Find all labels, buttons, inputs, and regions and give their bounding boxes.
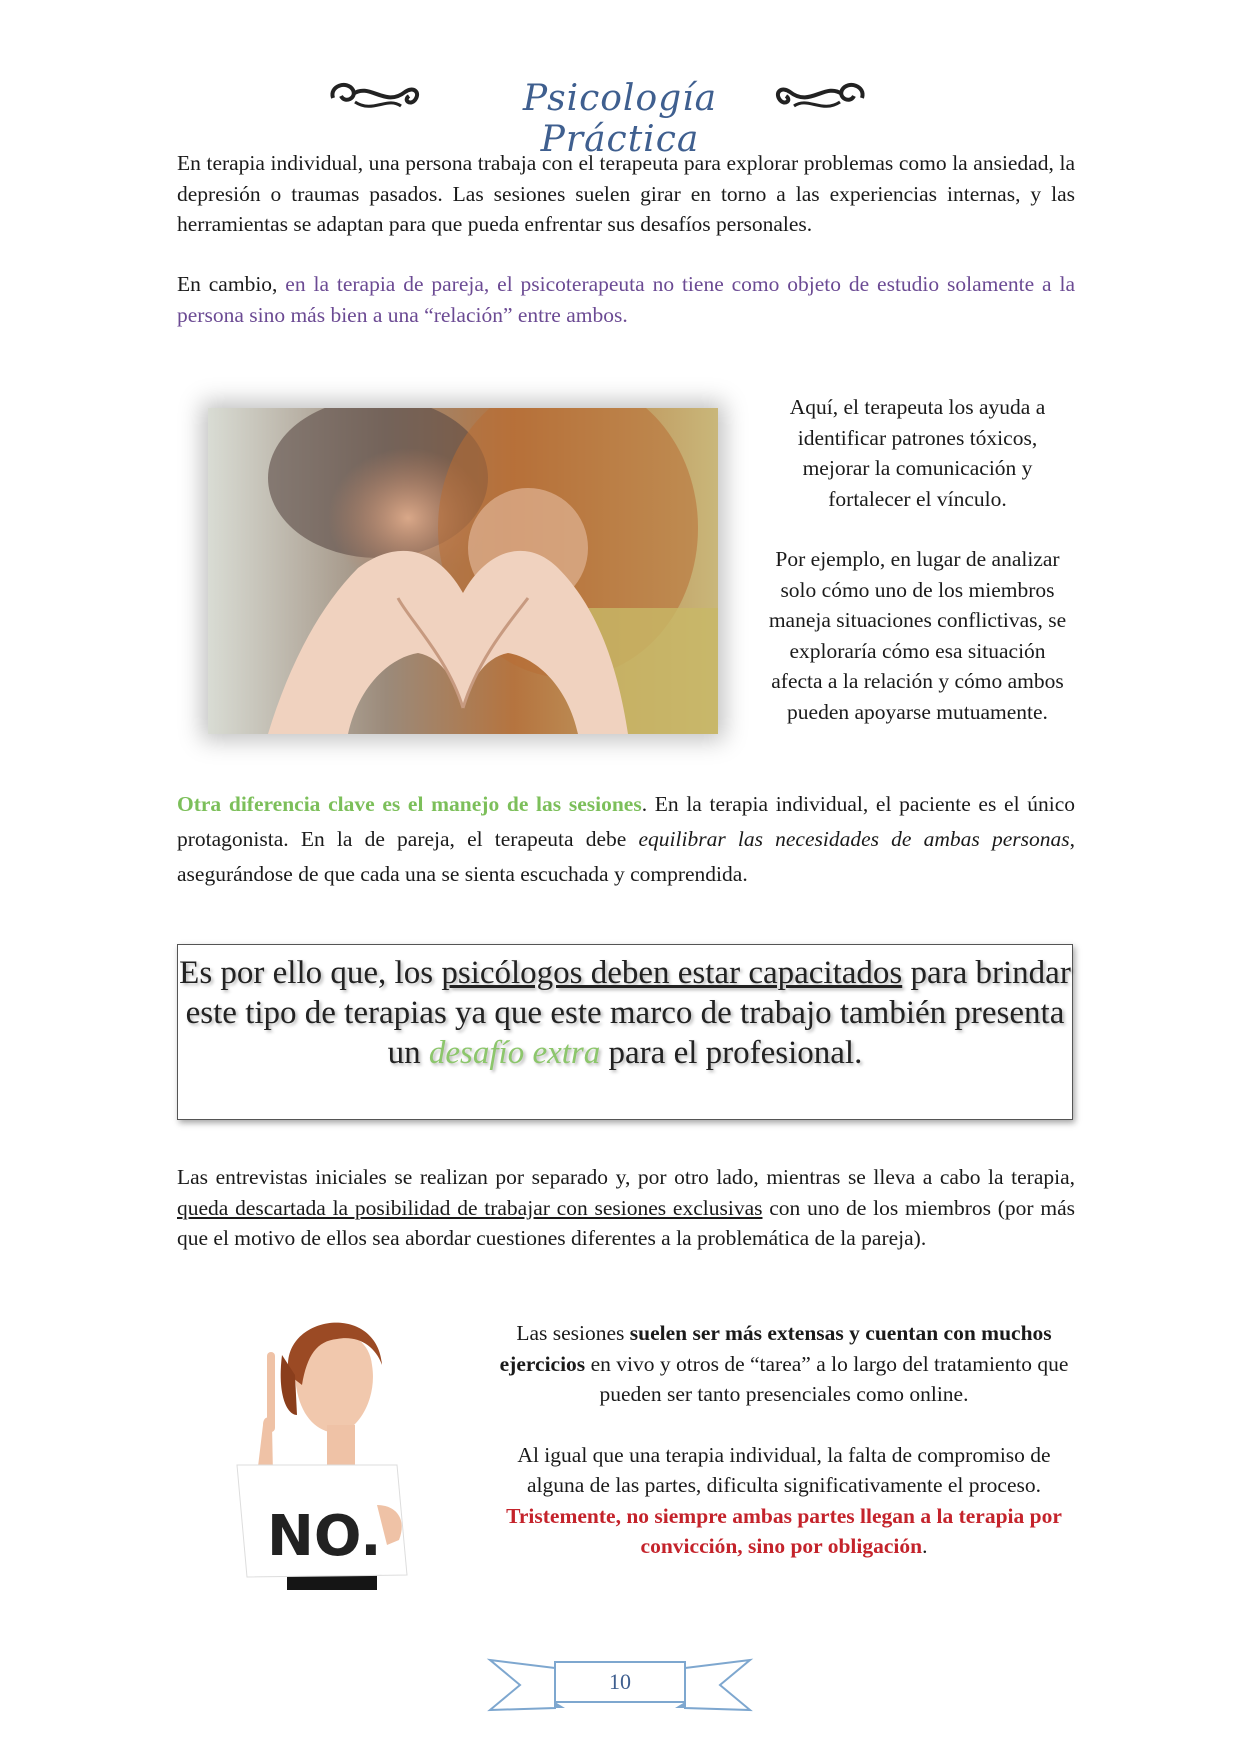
side-text-1a: Aquí, el terapeuta los ayuda a identificar patrones tóxicos, mejorar la comunicación y fortalecer el vínculo. (789, 395, 1046, 511)
side2a-end: en vivo y otros de “tarea” a lo largo del tratamiento que pueden ser tanto presenciales como online. (585, 1351, 1069, 1406)
page-number: 10 (609, 1669, 631, 1694)
side-text-2b (493, 1440, 1075, 1562)
p4-underline: queda descartada la posibilidad de trabajar con sesiones exclusivas (177, 1195, 763, 1220)
side2a-lead: Las sesiones (516, 1321, 630, 1345)
interviews-paragraph (177, 1162, 1075, 1254)
side2b-red: Tristemente, no siempre ambas partes llegan a la terapia por convicción, sino por obligación (506, 1503, 1062, 1558)
p2-highlight: en la terapia de pareja, el psicoterapeuta no tiene como objeto de estudio solamente a la persona sino más bien a una “relación” entre ambos. (177, 272, 1075, 327)
couple-therapy-paragraph (177, 269, 1075, 330)
p2-lead: En cambio, (177, 272, 286, 296)
no-sign-text: NO. (267, 1504, 382, 1569)
header-title: Psicología Práctica (522, 78, 718, 160)
p4-lead: Las entrevistas iniciales se realizan por separado y, por otro lado, mientras se lleva a cabo la terapia, (177, 1165, 1075, 1189)
intro-paragraph: En terapia individual, una persona trabaja con el terapeuta para explorar problemas como la ansiedad, la depresión o traumas pasados. Las sesiones suelen girar en torno a las experiencias internas, y las herramientas se adaptan para que pueda enfrentar sus desafíos personales. (177, 151, 1075, 236)
quote-box (177, 944, 1073, 1120)
side2a-bold: suelen ser más extensas y cuentan con muchos ejercicios (499, 1321, 1052, 1376)
side2b-lead: Al igual que una terapia individual, la falta de compromiso de alguna de las partes, dificulta significativamente el proceso. (517, 1442, 1051, 1497)
quote-end: para el profesional. (600, 1035, 863, 1071)
quote-mid: para brindar este tipo de terapias ya que este marco de trabajo también presenta un (185, 955, 1071, 1071)
p3-end: , asegurándose de que cada una se sienta escuchada y comprendida. (177, 827, 1075, 886)
side2b-end: . (922, 1534, 928, 1558)
side-text-1b: Por ejemplo, en lugar de analizar solo cómo uno de los miembros maneja situaciones conflictivas, se exploraría cómo esa situación afecta a la relación y cómo ambos pueden apoyarse mutuamente. (768, 547, 1067, 724)
p3-mid: . En la terapia individual, el paciente es el único protagonista. En la de pareja, el terapeuta debe (177, 792, 1075, 851)
side-text-1 (765, 392, 1070, 727)
heart-hands-photo (208, 408, 718, 734)
page-number-ribbon (485, 1650, 755, 1720)
left-scroll-ornament-icon (325, 72, 425, 120)
quote-lead: Es por ello que, los (179, 955, 442, 991)
side-text-2a (493, 1318, 1075, 1410)
side-text-2 (493, 1318, 1075, 1562)
p3-highlight: Otra diferencia clave es el manejo de las sesiones (177, 792, 642, 816)
quote-underline: psicólogos deben estar capacitados (441, 955, 903, 991)
session-management-paragraph (177, 787, 1075, 892)
right-scroll-ornament-icon (770, 72, 870, 120)
quote-text (178, 953, 1072, 1073)
woman-no-sign-photo (177, 1305, 467, 1590)
page-header (0, 68, 1241, 160)
p4-end: con uno de los miembros (por más que el motivo de ellos sea abordar cuestiones diferentes a la problemática de la pareja). (177, 1195, 1075, 1250)
p3-italic: equilibrar las necesidades de ambas personas (638, 827, 1070, 851)
quote-highlight: desafío extra (428, 1035, 601, 1071)
